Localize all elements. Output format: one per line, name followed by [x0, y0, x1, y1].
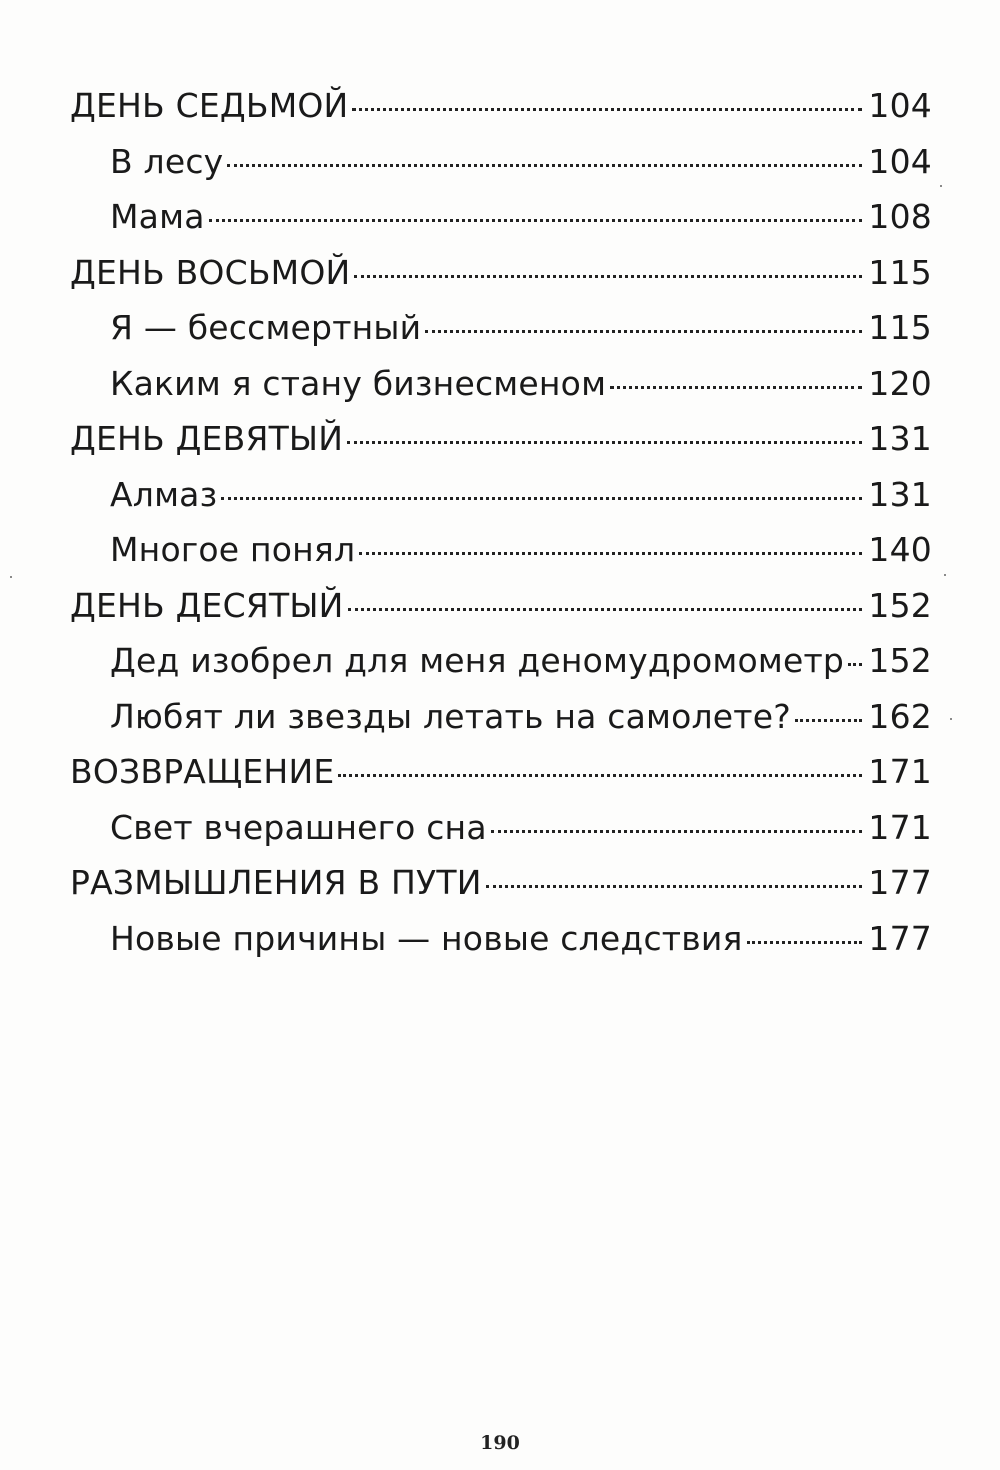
toc-entry-title: В лесу: [110, 141, 224, 181]
toc-entry-page: 162: [868, 696, 932, 736]
toc-entry-title: Многое понял: [110, 530, 356, 569]
toc-entry-title: ДЕНЬ СЕДЬМОЙ: [70, 86, 349, 125]
toc-section: [70, 308, 932, 364]
dot-leader: [354, 275, 862, 278]
dot-leader: [747, 941, 863, 944]
toc-entry-title: Дед изобрел для меня деномудромометр: [110, 641, 845, 680]
toc-chapter: [70, 253, 932, 309]
toc-entry-title: Алмаз: [110, 474, 218, 514]
toc-entry-title: Мама: [110, 197, 205, 236]
toc-entry-title: ДЕНЬ ДЕСЯТЫЙ: [70, 585, 344, 625]
dot-leader: [347, 441, 862, 444]
toc-chapter: [70, 419, 932, 475]
scan-speck: [940, 185, 942, 187]
toc-section: [70, 697, 932, 753]
toc-entry-title: Любят ли звезды летать на самолете?: [110, 696, 791, 736]
toc-section: [70, 364, 932, 420]
toc-entry-page: 131: [868, 474, 932, 514]
toc-section: [70, 808, 932, 864]
dot-leader: [491, 830, 863, 833]
dot-leader: [348, 608, 863, 611]
toc-section: [70, 919, 932, 975]
toc-entry-title: ДЕНЬ ВОСЬМОЙ: [70, 252, 351, 292]
toc-entry-page: 108: [868, 197, 932, 236]
toc-entry-title: Свет вчерашнего сна: [110, 807, 487, 847]
toc-chapter: [70, 86, 932, 142]
toc-section: [70, 530, 932, 586]
dot-leader: [795, 719, 862, 722]
toc-section: [70, 142, 932, 198]
toc-entry-title: Я — бессмертный: [110, 308, 422, 347]
page-number: 190: [480, 1432, 520, 1454]
dot-leader: [359, 552, 862, 555]
toc-entry-page: 177: [868, 918, 932, 958]
toc-entry-title: Новые причины — новые следствия: [110, 918, 743, 958]
toc-entry-page: 115: [868, 308, 932, 347]
dot-leader: [610, 386, 862, 389]
toc-entry-title: РАЗМЫШЛЕНИЯ В ПУТИ: [70, 863, 482, 902]
toc-entry-page: 131: [868, 419, 932, 458]
toc-entry-title: ДЕНЬ ДЕВЯТЫЙ: [70, 419, 344, 458]
toc-entry-page: 140: [868, 530, 932, 569]
toc-chapter: [70, 863, 932, 919]
toc-entry-title: ВОЗВРАЩЕНИЕ: [70, 752, 335, 791]
toc-entry-page: 152: [868, 641, 932, 680]
scan-speck: [944, 574, 946, 576]
toc-section: [70, 641, 932, 697]
dot-leader: [848, 663, 862, 666]
dot-leader: [227, 164, 862, 167]
toc-entry-page: 120: [868, 363, 932, 403]
dot-leader: [209, 219, 863, 222]
toc-entry-page: 152: [868, 585, 932, 625]
toc-entry-page: 171: [868, 752, 932, 791]
dot-leader: [486, 885, 863, 888]
dot-leader: [221, 497, 862, 500]
toc-section: [70, 197, 932, 253]
toc-entry-page: 177: [868, 863, 932, 902]
toc-entry-title: Каким я стану бизнесменом: [110, 363, 607, 403]
table-of-contents: [70, 86, 932, 974]
toc-chapter: [70, 752, 932, 808]
scan-speck: [950, 718, 952, 720]
toc-entry-page: 104: [868, 86, 932, 125]
toc-section: [70, 475, 932, 531]
dot-leader: [425, 330, 862, 333]
toc-entry-page: 171: [868, 807, 932, 847]
toc-entry-page: 115: [868, 252, 932, 292]
dot-leader: [338, 774, 862, 777]
scan-speck: [10, 576, 12, 578]
toc-entry-page: 104: [868, 141, 932, 181]
toc-chapter: [70, 586, 932, 642]
dot-leader: [352, 108, 862, 111]
